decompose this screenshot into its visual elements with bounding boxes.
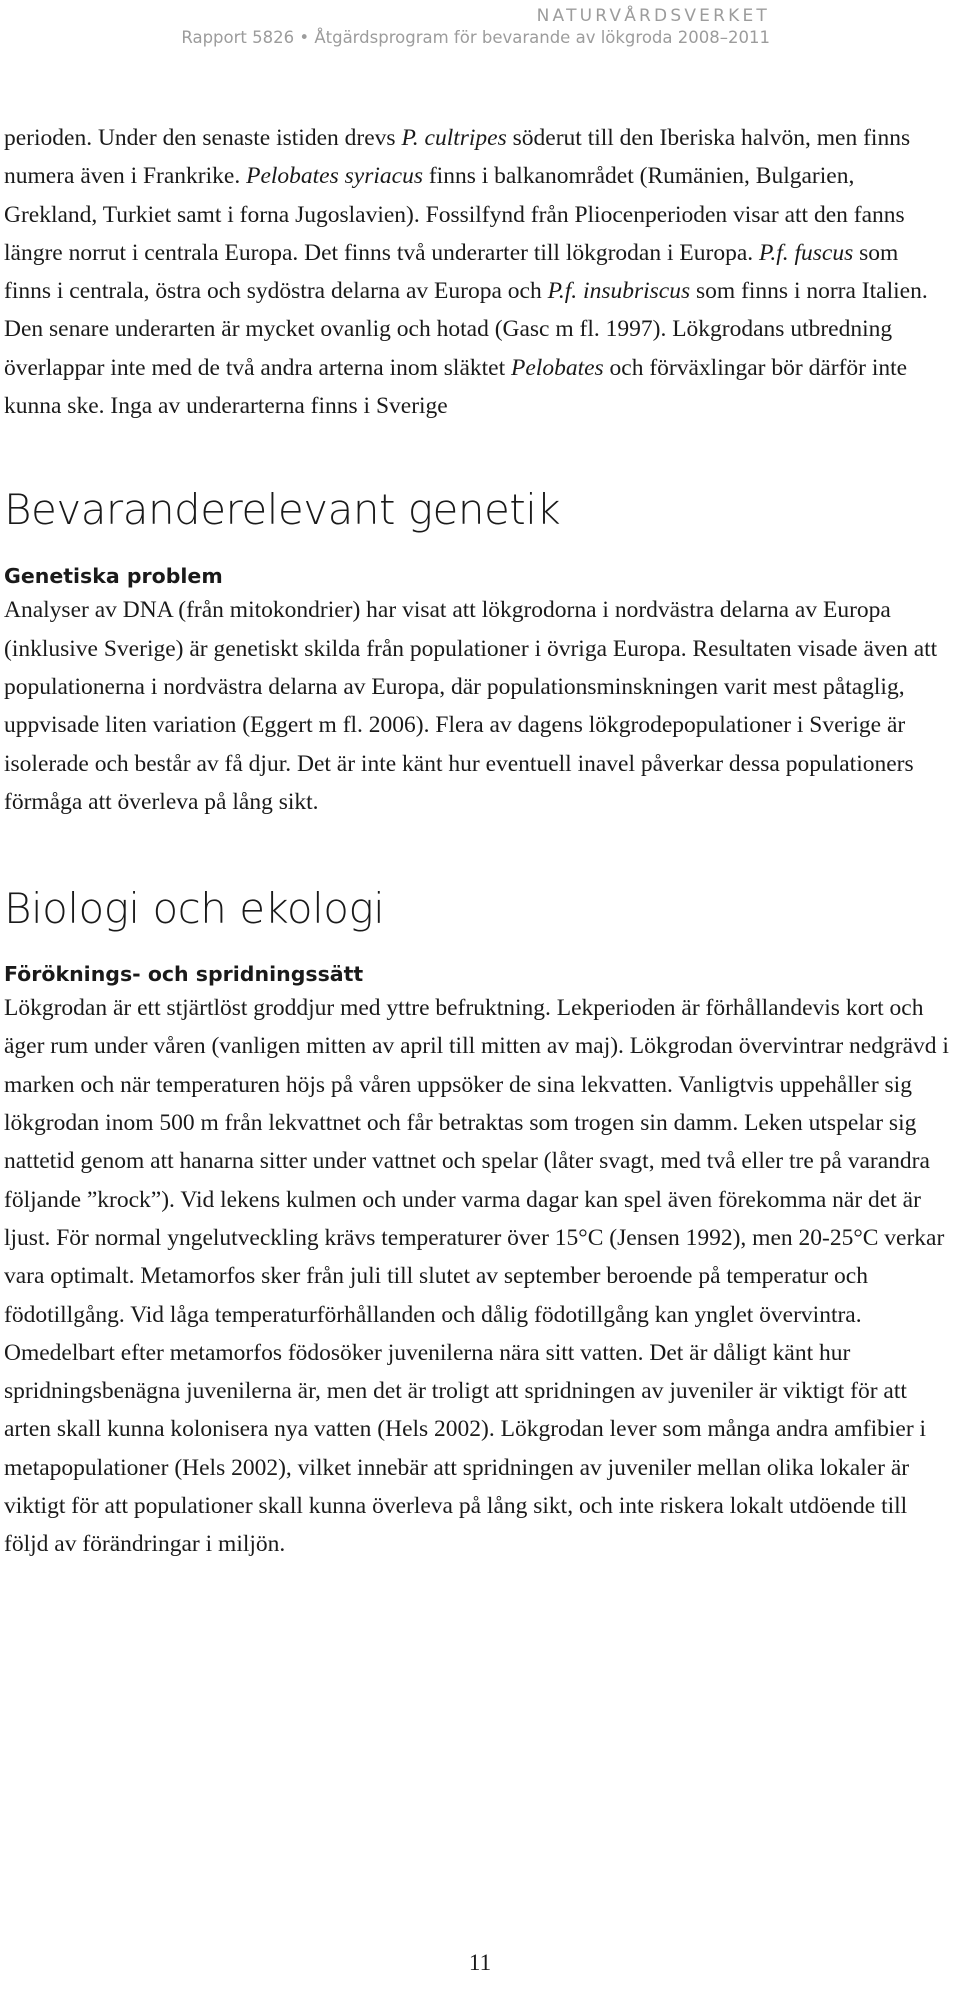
subspecies-name: P.f. fuscus [759, 239, 854, 266]
text-run: finns i balkanområdet (Rumänien, Bulgarien, Grekland, Turkiet samt i forna Jugoslavien). Fossilfynd från Pliocenperioden visar att den fanns längre norrut i centrala Europa. Det finns två underarter till lökgrodan i Europa. [4, 163, 905, 266]
genus-name: Pelobates [511, 354, 604, 381]
text-run: söderut till den Iberiska halvön, men finns numera även i Frankrike. [4, 125, 911, 190]
text-run: som finns i norra Italien. Den senare underarten är mycket ovanlig och hotad (Gasc m fl. 1997). Lökgrodans utbredning överlappar inte med de två andra arterna inom släktet [4, 278, 928, 381]
subheading-genetiska-problem: Genetiska problem [4, 564, 223, 589]
intro-paragraph [4, 119, 949, 425]
biologi-paragraph: Lökgrodan är ett stjärtlöst groddjur med yttre befruktning. Lekperioden är förhållandevis kort och äger rum under våren (vanligen mitten av april till mitten av maj). Lökgrodan övervintrar nedgrävd i marken och när temperaturen höjs på våren uppsöker de sina lekvatten. Vanligtvis uppehåller sig lökgrodan inom 500 m från lekvattnet och får betraktas som trogen sin damm. Leken utspelar sig nattetid genom att hanarna sitter under vattnet och spelar (låter svagt, med två eller tre på varandra följande ”krock”). Vid lekens kulmen och under varma dagar kan spel även förekomma när det är ljust. För normal yngelutveckling krävs temperaturer över 15°C (Jensen 1992), men 20-25°C verkar vara optimalt. Metamorfos sker från juli till slutet av september beroende på temperatur och födotillgång. Vid låga temperaturförhållanden och dålig födotillgång kan ynglet övervintra. Omedelbart efter metamorfos födosöker juvenilerna nära sitt vatten. Det är dåligt känt hur spridningsbenägna juvenilerna är, men det är troligt att spridningen av juveniler är viktigt för att arten skall kunna kolonisera nya vatten (Hels 2002). Lökgrodan lever som många andra amfibier i metapopulationer (Hels 2002), vilket innebär att spridningen av juveniler mellan olika lokaler är viktigt för att populationer skall kunna överleva på lång sikt, och inte riskera lokalt utdöende till följd av förändringar i miljön. [4, 995, 949, 1558]
report-title: Rapport 5826 • Åtgärdsprogram för bevarande av lökgroda 2008–2011 [181, 28, 770, 47]
text-run: och förväxlingar bör därför inte kunna ske. Inga av underarterna finns i Sverige [4, 354, 908, 420]
section-heading-genetik: Bevaranderelevant genetik [4, 485, 561, 535]
page-body [4, 119, 949, 1564]
subspecies-name: P.f. insubriscus [547, 278, 691, 305]
organization-name: NATURVÅRDSVERKET [536, 6, 770, 26]
text-run: som finns i centrala, östra och sydöstra delarna av Europa och [4, 239, 899, 305]
genetik-paragraph: Analyser av DNA (från mitokondrier) har visat att lökgrodorna i nordvästra delarna av Europa (inklusive Sverige) är genetiskt skilda från populationer i övriga Europa. Resultaten visade även att populationerna i nordvästra delarna av Europa, där populationsminskningen varit mest påtaglig, uppvisade liten variation (Eggert m fl. 2006). Flera av dagens lökgrodepopulationer i Sverige är isolerade och består av få djur. Det är inte känt hur eventuell inavel påverkar dessa populationers förmåga att överleva på lång sikt. [4, 597, 938, 815]
text-run: perioden. Under den senaste istiden drevs [4, 125, 402, 151]
section-heading-biologi: Biologi och ekologi [4, 884, 385, 934]
subheading-forokning: Föröknings- och spridningssätt [4, 962, 364, 987]
species-name: P. cultripes [401, 125, 507, 151]
page-number: 11 [468, 1950, 492, 1975]
page-header [0, 6, 960, 50]
species-name: Pelobates syriacus [246, 163, 423, 190]
